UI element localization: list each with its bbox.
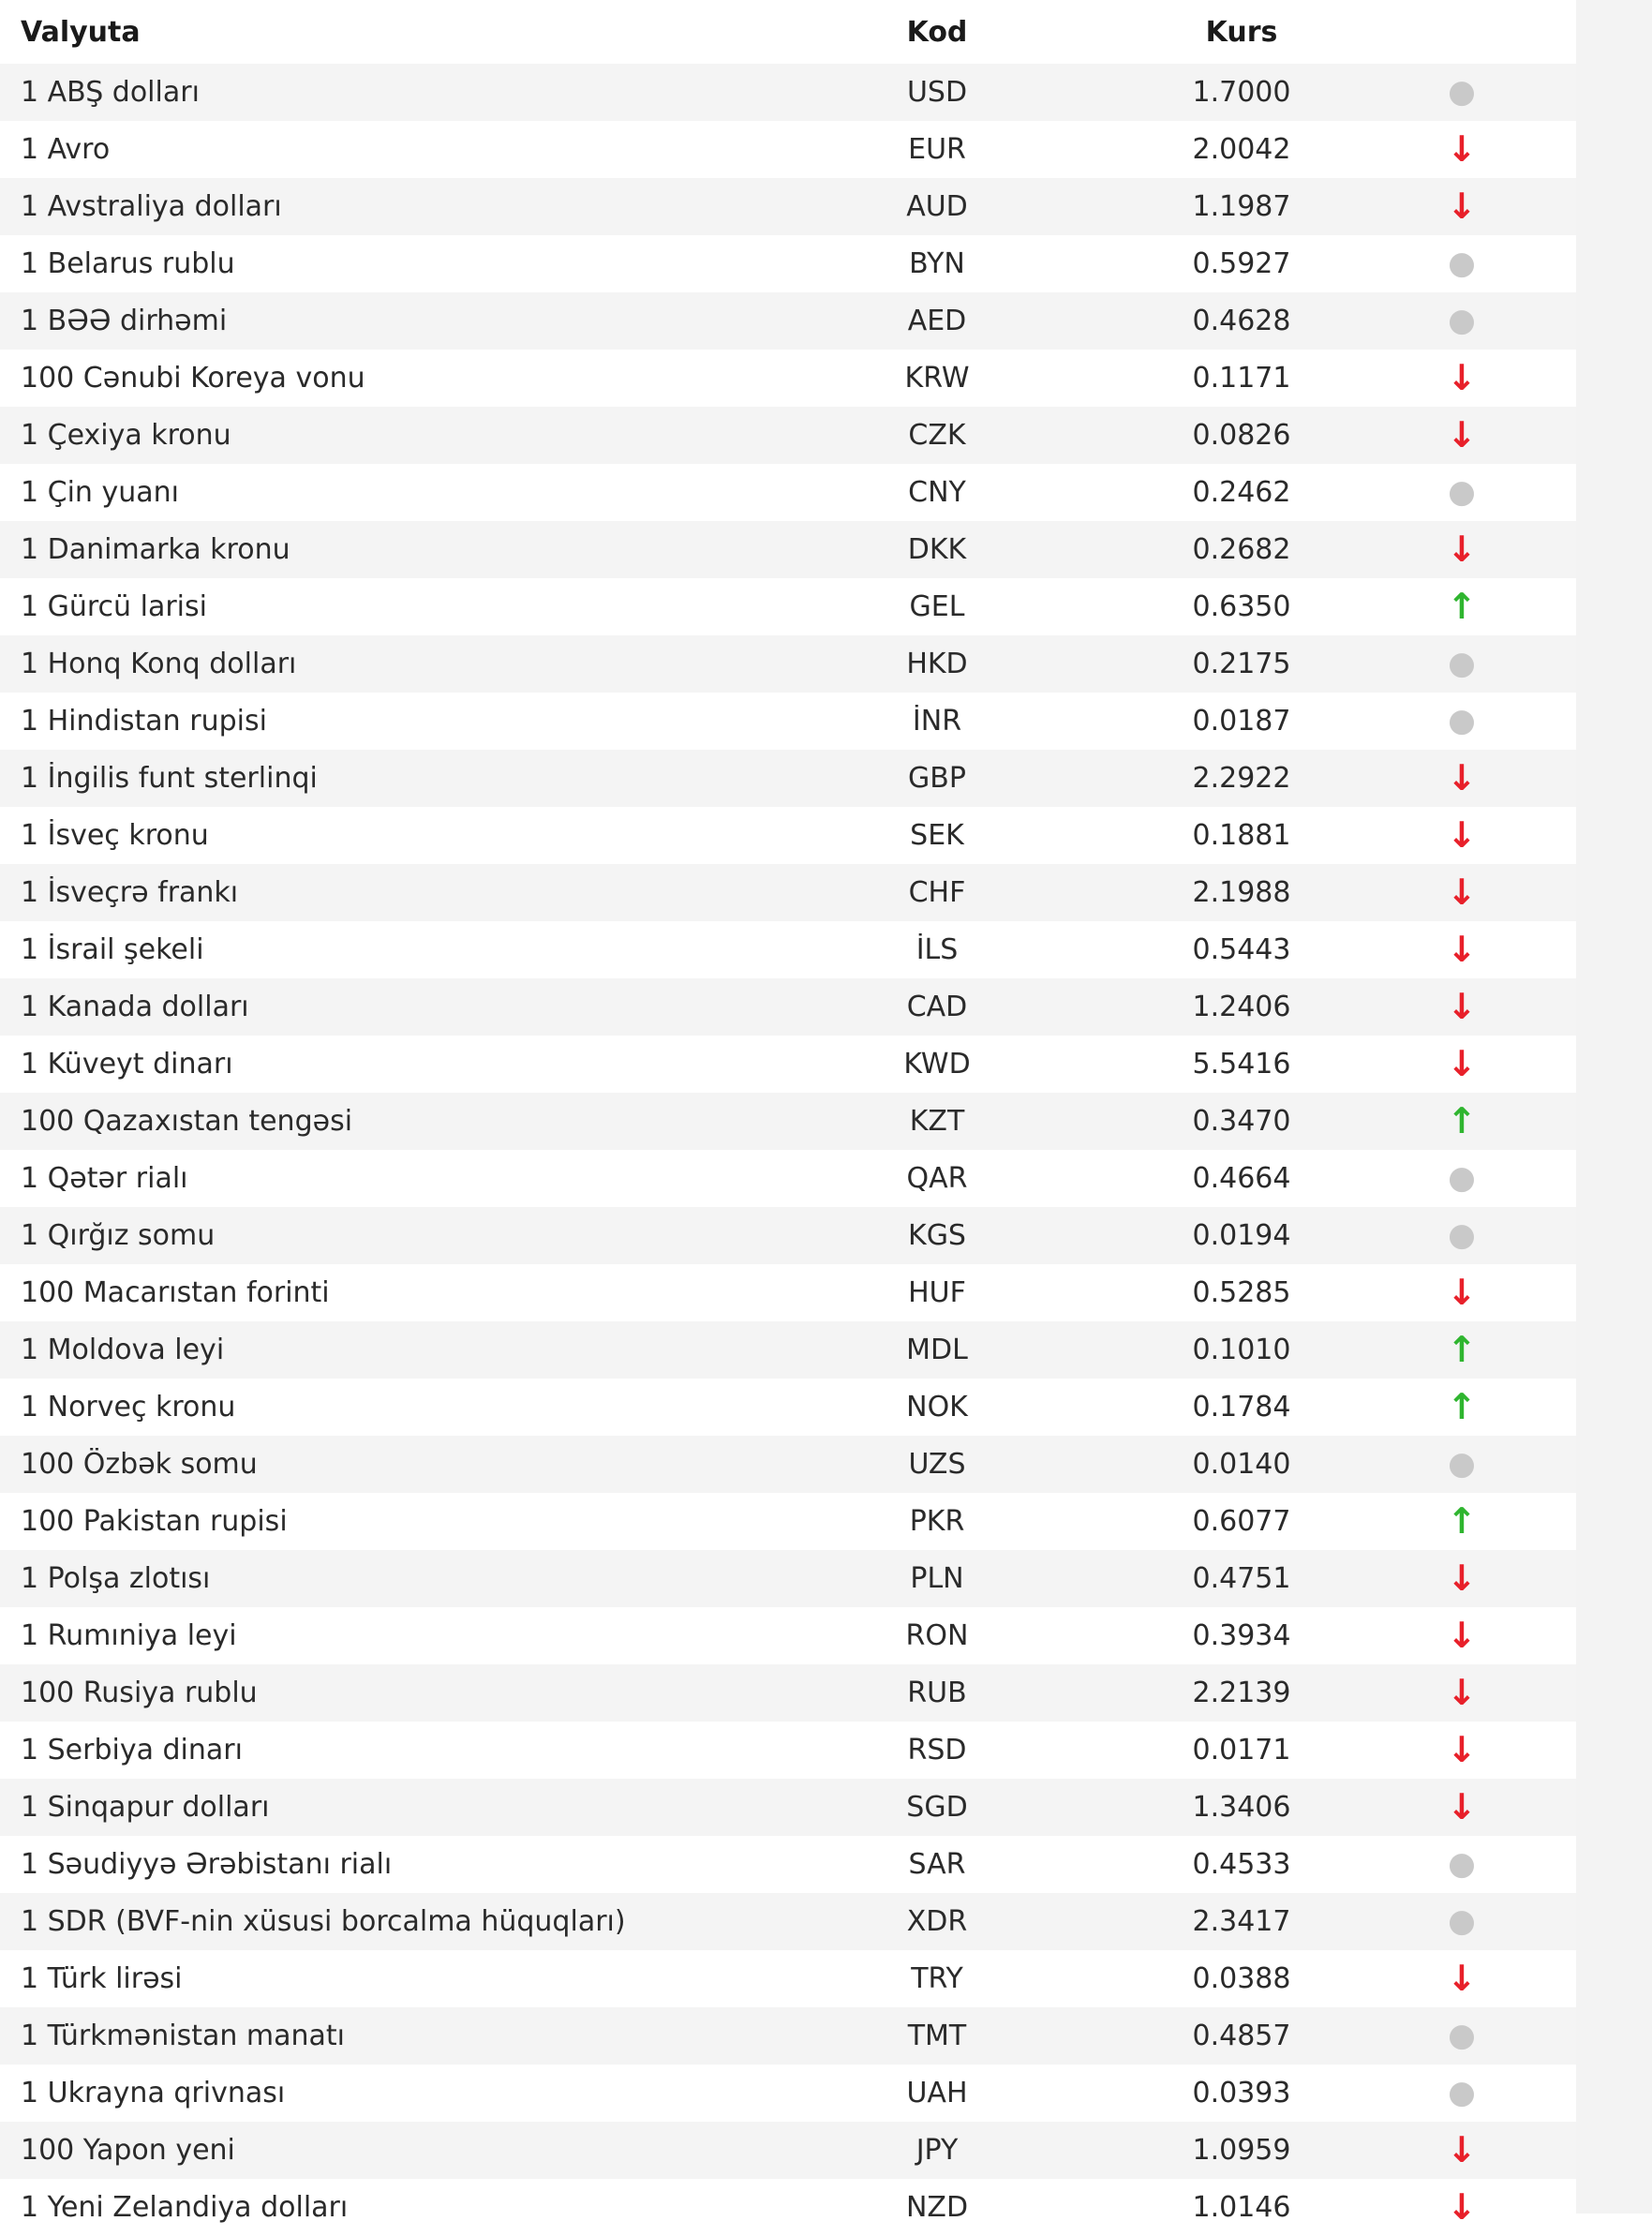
- currency-name: 100 Rusiya rublu: [21, 1677, 258, 1709]
- currency-code: HUF: [908, 1276, 966, 1309]
- currency-code: TRY: [911, 1962, 963, 1995]
- table-row: [0, 235, 1576, 292]
- dot-icon: ●: [1448, 1904, 1476, 1939]
- trend-cell: [1410, 1960, 1513, 1998]
- table-row: [0, 1150, 1576, 1207]
- trend-cell: [1410, 648, 1513, 681]
- table-row: [0, 1836, 1576, 1893]
- currency-code: SGD: [906, 1791, 968, 1824]
- table-body: [0, 64, 1576, 2236]
- currency-name: 1 İsveçrə frankı: [21, 876, 239, 909]
- table-row: [0, 407, 1576, 464]
- table-row: [0, 807, 1576, 864]
- currency-rate: 0.0388: [1192, 1962, 1291, 1995]
- currency-code: PLN: [910, 1562, 964, 1595]
- currency-rate: 0.5927: [1192, 247, 1291, 280]
- currency-code: İNR: [912, 705, 962, 738]
- trend-cell: [1410, 1848, 1513, 1882]
- currency-name: 1 BƏƏ dirhəmi: [21, 305, 228, 337]
- currency-rate: 0.1171: [1192, 362, 1291, 395]
- arrow-down-icon: ↓: [1447, 1274, 1477, 1312]
- trend-cell: [1410, 1732, 1513, 1769]
- currency-rate: 2.2139: [1192, 1677, 1291, 1709]
- table-header-row: [0, 0, 1576, 64]
- trend-cell: [1410, 1389, 1513, 1426]
- trend-cell: [1410, 531, 1513, 569]
- arrow-down-icon: ↓: [1447, 759, 1477, 798]
- arrow-up-icon: ↑: [1447, 1102, 1477, 1140]
- trend-cell: [1410, 705, 1513, 738]
- currency-rate: 2.2922: [1192, 762, 1291, 795]
- currency-name: 1 Avstraliya dolları: [21, 190, 282, 223]
- currency-code: PKR: [909, 1505, 965, 1538]
- trend-cell: [1410, 760, 1513, 798]
- currency-rate: 1.3406: [1192, 1791, 1291, 1824]
- currency-name: 100 Macarıstan forinti: [21, 1276, 330, 1309]
- trend-cell: [1410, 188, 1513, 226]
- trend-cell: [1410, 417, 1513, 455]
- trend-cell: [1410, 1905, 1513, 1939]
- table-row: [0, 1207, 1576, 1264]
- table-row: [0, 693, 1576, 750]
- currency-code: EUR: [908, 133, 966, 166]
- table-row: [0, 1550, 1576, 1607]
- currency-name: 1 Ukrayna qrivnası: [21, 2077, 286, 2109]
- trend-cell: [1410, 1448, 1513, 1482]
- currency-name: 1 Hindistan rupisi: [21, 705, 267, 738]
- currency-rate: 1.7000: [1192, 76, 1291, 109]
- currency-code: KZT: [909, 1105, 965, 1138]
- currency-rate: 0.4751: [1192, 1562, 1291, 1595]
- currency-code: BYN: [909, 247, 965, 280]
- table-row: [0, 350, 1576, 407]
- trend-cell: [1410, 1332, 1513, 1369]
- currency-code: MDL: [906, 1334, 968, 1366]
- trend-cell: [1410, 2077, 1513, 2110]
- currency-rate: 0.2682: [1192, 533, 1291, 566]
- currency-code: KGS: [908, 1219, 966, 1252]
- currency-rate: 0.0194: [1192, 1219, 1291, 1252]
- currency-rate: 0.1784: [1192, 1391, 1291, 1424]
- currency-code: RUB: [907, 1677, 967, 1709]
- arrow-up-icon: ↑: [1447, 1331, 1477, 1369]
- currency-code: KWD: [903, 1048, 971, 1081]
- currency-rate: 0.0171: [1192, 1734, 1291, 1766]
- arrow-down-icon: ↓: [1447, 873, 1477, 912]
- currency-name: 1 Rumıniya leyi: [21, 1619, 237, 1652]
- currency-rate: 0.4533: [1192, 1848, 1291, 1881]
- currency-name: 1 İngilis funt sterlinqi: [21, 762, 318, 795]
- table-row: [0, 121, 1576, 178]
- currency-rate: 0.2462: [1192, 476, 1291, 509]
- arrow-up-icon: ↑: [1447, 1502, 1477, 1541]
- table-row: [0, 1722, 1576, 1779]
- currency-name: 1 Gürcü larisi: [21, 590, 207, 623]
- trend-cell: [1410, 1046, 1513, 1083]
- table-row: [0, 1493, 1576, 1550]
- currency-name: 1 Belarus rublu: [21, 247, 235, 280]
- currency-code: XDR: [906, 1905, 968, 1938]
- arrow-down-icon: ↓: [1447, 187, 1477, 226]
- trend-cell: [1410, 989, 1513, 1026]
- trend-cell: [1410, 476, 1513, 510]
- table-row: [0, 1893, 1576, 1950]
- trend-cell: [1410, 1103, 1513, 1140]
- currency-code: CAD: [906, 991, 968, 1023]
- currency-name: 1 Səudiyyə Ərəbistanı rialı: [21, 1848, 393, 1881]
- arrow-down-icon: ↓: [1447, 1617, 1477, 1655]
- currency-code: SAR: [908, 1848, 966, 1881]
- currency-rate: 0.0140: [1192, 1448, 1291, 1481]
- currency-code: QAR: [906, 1162, 968, 1195]
- currency-name: 1 Türkmənistan manatı: [21, 2020, 346, 2052]
- table-row: [0, 750, 1576, 807]
- arrow-down-icon: ↓: [1447, 2131, 1477, 2169]
- header-rate: Kurs: [1205, 15, 1278, 49]
- table-row: [0, 1950, 1576, 2007]
- currency-name: 1 SDR (BVF-nin xüsusi borcalma hüquqları): [21, 1905, 626, 1938]
- currency-rate: 0.4857: [1192, 2020, 1291, 2052]
- arrow-down-icon: ↓: [1447, 2188, 1477, 2227]
- arrow-up-icon: ↑: [1447, 588, 1477, 626]
- dot-icon: ●: [1448, 1847, 1476, 1882]
- table-row: [0, 1436, 1576, 1493]
- currency-name: 1 ABŞ dolları: [21, 76, 200, 109]
- currency-name: 1 Norveç kronu: [21, 1391, 236, 1424]
- currency-rate: 0.0393: [1192, 2077, 1291, 2109]
- trend-cell: [1410, 2132, 1513, 2169]
- dot-icon: ●: [1448, 304, 1476, 338]
- table-row: [0, 578, 1576, 635]
- arrow-down-icon: ↓: [1447, 130, 1477, 169]
- currency-rate: 5.5416: [1192, 1048, 1291, 1081]
- trend-cell: [1410, 932, 1513, 969]
- arrow-down-icon: ↓: [1447, 359, 1477, 397]
- dot-icon: ●: [1448, 704, 1476, 738]
- table-row: [0, 1607, 1576, 1664]
- arrow-down-icon: ↓: [1447, 530, 1477, 569]
- currency-name: 1 Çin yuanı: [21, 476, 179, 509]
- arrow-down-icon: ↓: [1447, 1045, 1477, 1083]
- currency-code: UZS: [908, 1448, 966, 1481]
- trend-cell: [1410, 589, 1513, 626]
- currency-code: HKD: [906, 648, 968, 680]
- currency-code: UAH: [906, 2077, 968, 2109]
- right-scroll-strip: [1576, 0, 1652, 2214]
- currency-rate: 0.4664: [1192, 1162, 1291, 1195]
- table-row: [0, 1093, 1576, 1150]
- currency-rate: 0.5443: [1192, 933, 1291, 966]
- trend-cell: [1410, 817, 1513, 855]
- currency-name: 100 Pakistan rupisi: [21, 1505, 288, 1538]
- currency-rate: 0.1010: [1192, 1334, 1291, 1366]
- currency-name: 1 Danimarka kronu: [21, 533, 290, 566]
- dot-icon: ●: [1448, 2076, 1476, 2110]
- dot-icon: ●: [1448, 75, 1476, 110]
- table-row: [0, 864, 1576, 921]
- currency-code: CHF: [908, 876, 966, 909]
- dot-icon: ●: [1448, 475, 1476, 510]
- currency-name: 1 Qırğız somu: [21, 1219, 216, 1252]
- header-code: Kod: [906, 15, 968, 49]
- currency-rate: 1.0146: [1192, 2191, 1291, 2224]
- currency-name: 1 Polşa zlotısı: [21, 1562, 211, 1595]
- trend-cell: [1410, 874, 1513, 912]
- currency-rate: 1.0959: [1192, 2134, 1291, 2167]
- currency-rate: 1.2406: [1192, 991, 1291, 1023]
- trend-cell: [1410, 1503, 1513, 1541]
- currency-code: DKK: [907, 533, 967, 566]
- currency-rate: 0.0187: [1192, 705, 1291, 738]
- currency-code: İLS: [915, 933, 959, 966]
- currency-name: 1 Çexiya kronu: [21, 419, 231, 452]
- table-row: [0, 1321, 1576, 1379]
- currency-code: RSD: [907, 1734, 967, 1766]
- currency-code: KRW: [904, 362, 970, 395]
- currency-name: 1 Küveyt dinarı: [21, 1048, 233, 1081]
- table-row: [0, 978, 1576, 1036]
- currency-code: AUD: [906, 190, 968, 223]
- currency-rate: 0.1881: [1192, 819, 1291, 852]
- currency-name: 1 İsveç kronu: [21, 819, 209, 852]
- header-currency: Valyuta: [21, 15, 141, 49]
- table-row: [0, 1036, 1576, 1093]
- arrow-down-icon: ↓: [1447, 1731, 1477, 1769]
- currency-code: AED: [907, 305, 967, 337]
- trend-cell: [1410, 1560, 1513, 1598]
- currency-code: SEK: [910, 819, 964, 852]
- currency-code: NOK: [906, 1391, 968, 1424]
- currency-rate: 0.3470: [1192, 1105, 1291, 1138]
- table-row: [0, 2007, 1576, 2065]
- currency-code: GEL: [909, 590, 965, 623]
- trend-cell: [1410, 247, 1513, 281]
- trend-cell: [1410, 305, 1513, 338]
- trend-cell: [1410, 1675, 1513, 1712]
- dot-icon: ●: [1448, 1218, 1476, 1253]
- currency-name: 1 Moldova leyi: [21, 1334, 225, 1366]
- table-row: [0, 64, 1576, 121]
- table-row: [0, 178, 1576, 235]
- table-row: [0, 521, 1576, 578]
- currency-rate: 2.3417: [1192, 1905, 1291, 1938]
- currency-rate: 0.3934: [1192, 1619, 1291, 1652]
- trend-cell: [1410, 1789, 1513, 1826]
- dot-icon: ●: [1448, 246, 1476, 281]
- trend-cell: [1410, 360, 1513, 397]
- currency-name: 1 İsrail şekeli: [21, 933, 204, 966]
- currency-rate: 0.0826: [1192, 419, 1291, 452]
- table-row: [0, 2122, 1576, 2179]
- currency-code: RON: [905, 1619, 969, 1652]
- currency-code: NZD: [905, 2191, 969, 2224]
- dot-icon: ●: [1448, 2019, 1476, 2053]
- table-row: [0, 921, 1576, 978]
- arrow-down-icon: ↓: [1447, 988, 1477, 1026]
- currency-name: 100 Cənubi Koreya vonu: [21, 362, 365, 395]
- table-row: [0, 1264, 1576, 1321]
- table-row: [0, 635, 1576, 693]
- arrow-down-icon: ↓: [1447, 931, 1477, 969]
- currency-name: 1 Kanada dolları: [21, 991, 249, 1023]
- currency-name: 100 Özbək somu: [21, 1448, 258, 1481]
- currency-name: 1 Türk lirəsi: [21, 1962, 183, 1995]
- currency-name: 100 Yapon yeni: [21, 2134, 235, 2167]
- table-row: [0, 1379, 1576, 1436]
- currency-name: 1 Sinqapur dolları: [21, 1791, 270, 1824]
- currency-rate: 0.2175: [1192, 648, 1291, 680]
- currency-code: TMT: [907, 2020, 967, 2052]
- arrow-down-icon: ↓: [1447, 1788, 1477, 1826]
- trend-cell: [1410, 76, 1513, 110]
- table-row: [0, 464, 1576, 521]
- currency-code: JPY: [915, 2134, 959, 2167]
- currency-code: USD: [906, 76, 968, 109]
- currency-code: CZK: [908, 419, 966, 452]
- table-row: [0, 1779, 1576, 1836]
- trend-cell: [1410, 131, 1513, 169]
- trend-cell: [1410, 2020, 1513, 2053]
- currency-name: 1 Serbiya dinarı: [21, 1734, 243, 1766]
- currency-rate: 0.6350: [1192, 590, 1291, 623]
- arrow-up-icon: ↑: [1447, 1388, 1477, 1426]
- arrow-down-icon: ↓: [1447, 416, 1477, 455]
- currency-rate: 0.5285: [1192, 1276, 1291, 1309]
- arrow-down-icon: ↓: [1447, 816, 1477, 855]
- table-row: [0, 2179, 1576, 2236]
- arrow-down-icon: ↓: [1447, 1674, 1477, 1712]
- table-row: [0, 292, 1576, 350]
- currency-rate: 1.1987: [1192, 190, 1291, 223]
- dot-icon: ●: [1448, 1447, 1476, 1482]
- trend-cell: [1410, 1617, 1513, 1655]
- currency-code: CNY: [908, 476, 966, 509]
- currency-name: 1 Avro: [21, 133, 111, 166]
- trend-cell: [1410, 2189, 1513, 2227]
- currency-name: 1 Yeni Zelandiya dolları: [21, 2191, 349, 2224]
- currency-code: GBP: [908, 762, 966, 795]
- currency-rate: 0.4628: [1192, 305, 1291, 337]
- currency-name: 1 Honq Konq dolları: [21, 648, 297, 680]
- dot-icon: ●: [1448, 1161, 1476, 1196]
- currency-rate: 0.6077: [1192, 1505, 1291, 1538]
- dot-icon: ●: [1448, 647, 1476, 681]
- table-row: [0, 1664, 1576, 1722]
- arrow-down-icon: ↓: [1447, 1559, 1477, 1598]
- trend-cell: [1410, 1275, 1513, 1312]
- arrow-down-icon: ↓: [1447, 1960, 1477, 1998]
- currency-rate: 2.0042: [1192, 133, 1291, 166]
- currency-name: 100 Qazaxıstan tengəsi: [21, 1105, 353, 1138]
- currency-rate: 2.1988: [1192, 876, 1291, 909]
- table-row: [0, 2065, 1576, 2122]
- currency-name: 1 Qətər rialı: [21, 1162, 188, 1195]
- trend-cell: [1410, 1219, 1513, 1253]
- trend-cell: [1410, 1162, 1513, 1196]
